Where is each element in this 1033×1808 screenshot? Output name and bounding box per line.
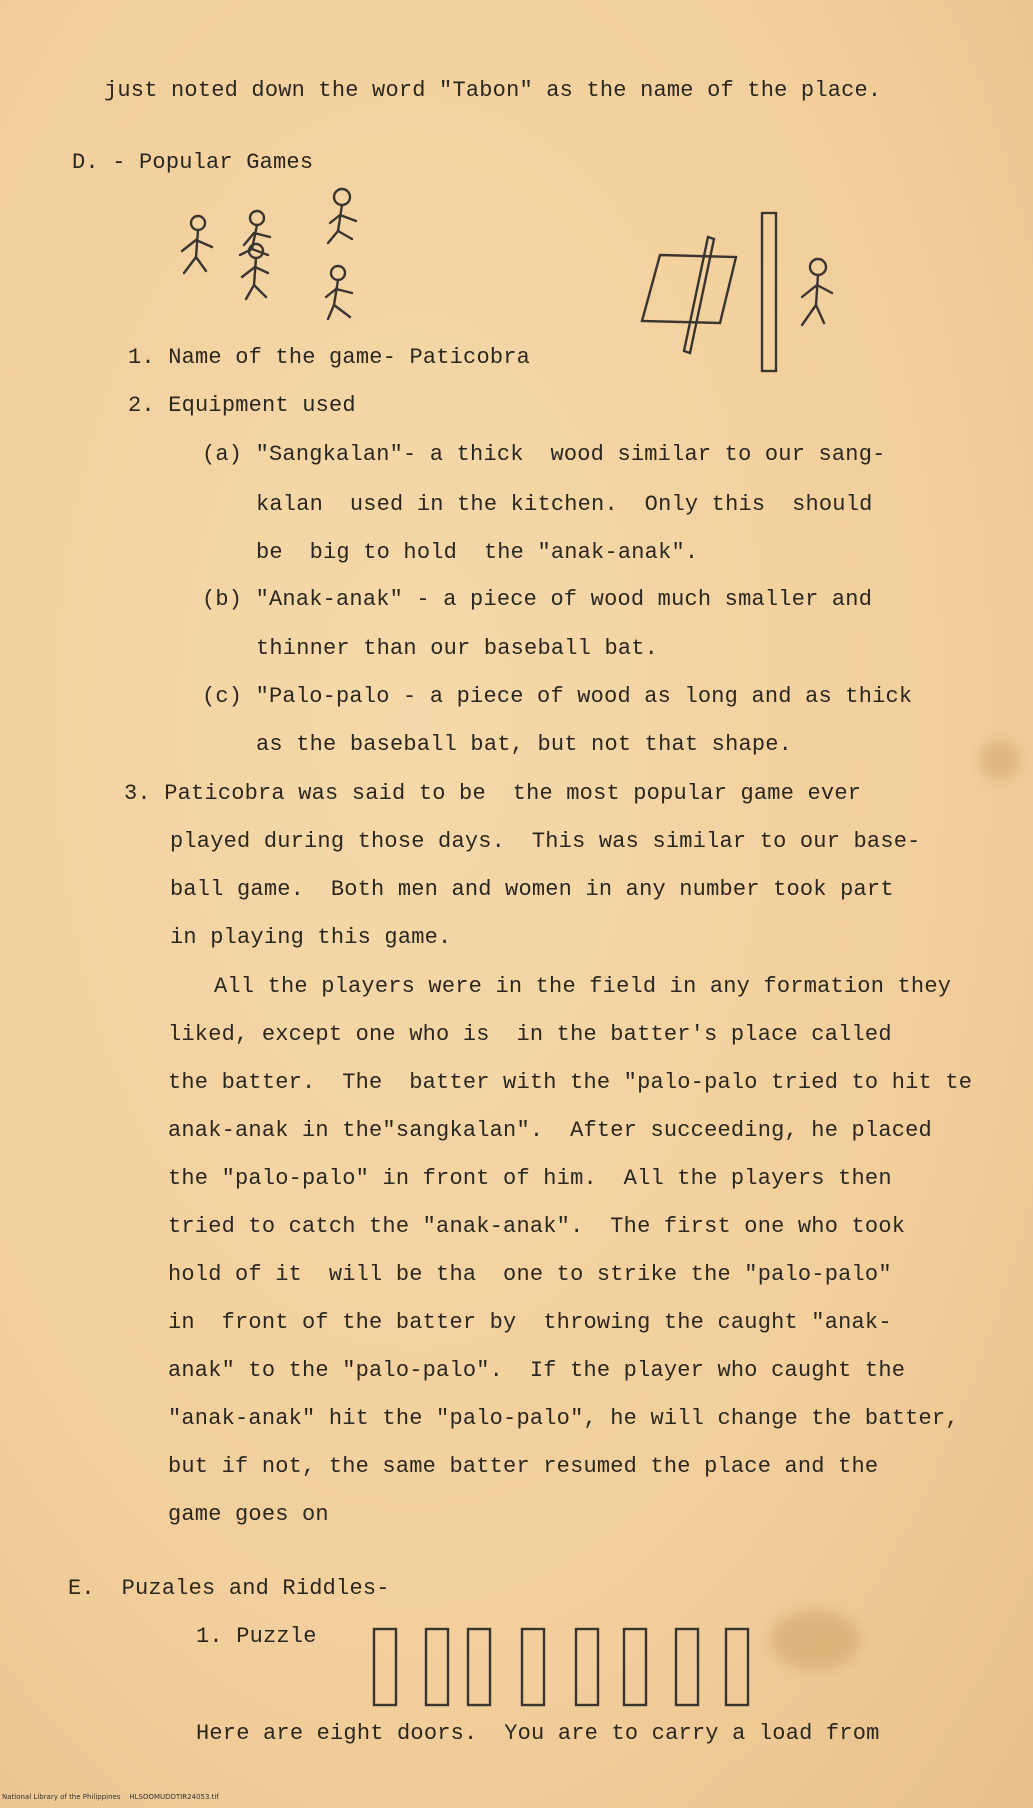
door — [374, 1629, 396, 1705]
section-heading: D. - Popular Games — [72, 150, 314, 175]
list-item: 1. Name of the game- Paticobra — [128, 345, 531, 370]
text-line: be big to hold the "anak-anak". — [256, 540, 699, 565]
text-line: anak-anak in the"sangkalan". After succeeding, he placed — [168, 1118, 932, 1143]
paper-stain — [980, 740, 1020, 780]
list-item: 1. Puzzle — [196, 1624, 317, 1649]
text-line: thinner than our baseball bat. — [256, 636, 659, 661]
player-figure — [240, 211, 270, 255]
text-line: kalan used in the kitchen. Only this should — [256, 492, 873, 517]
text-line: All the players were in the field in any formation they — [214, 974, 952, 999]
sub-item: (a) "Sangkalan"- a thick wood similar to our sang- — [202, 442, 886, 467]
eight-doors-illustration — [370, 1625, 770, 1715]
player-figure — [182, 216, 212, 273]
batter-figure — [802, 259, 832, 325]
archive-footer: National Library of the Philippines HLSOOMUDDTIR24053.tif — [2, 1793, 219, 1801]
text-line: the "palo-palo" in front of him. All the players then — [168, 1166, 892, 1191]
player-figure — [326, 266, 352, 319]
text-line: anak" to the "palo-palo". If the player who caught the — [168, 1358, 906, 1383]
text-line: played during those days. This was similar to our base- — [170, 829, 921, 854]
text-line: in front of the batter by throwing the caught "anak- — [168, 1310, 892, 1335]
door — [726, 1629, 748, 1705]
text-line: liked, except one who is in the batter's place called — [168, 1022, 892, 1047]
paper-stain — [770, 1610, 860, 1670]
text-line: in playing this game. — [170, 925, 452, 950]
door — [426, 1629, 448, 1705]
text-line: "anak-anak" hit the "palo-palo", he will change the batter, — [168, 1406, 959, 1431]
sub-item: (c) "Palo-palo - a piece of wood as long and as thick — [202, 684, 913, 709]
text-line: game goes on — [168, 1502, 329, 1527]
anak-anak-stick — [684, 237, 714, 353]
door — [676, 1629, 698, 1705]
list-item: 2. Equipment used — [128, 393, 356, 418]
text-line: the batter. The batter with the "palo-palo tried to hit te — [168, 1070, 973, 1095]
text-line: hold of it will be tha one to strike the "palo-palo" — [168, 1262, 892, 1287]
door — [522, 1629, 544, 1705]
players-illustration — [170, 185, 400, 345]
section-heading: E. Puzales and Riddles- — [68, 1576, 390, 1601]
text-line: ball game. Both men and women in any number took part — [170, 877, 894, 902]
sub-item: (b) "Anak-anak" - a piece of wood much smaller and — [202, 587, 873, 612]
text-line: as the baseball bat, but not that shape. — [256, 732, 793, 757]
door — [468, 1629, 490, 1705]
palo-palo-post — [762, 213, 776, 371]
list-item: 3. Paticobra was said to be the most popular game ever — [124, 781, 862, 806]
text-line: Here are eight doors. You are to carry a load from — [196, 1721, 880, 1746]
sangkalan-board — [642, 255, 736, 323]
text-line: just noted down the word "Tabon" as the name of the place. — [104, 78, 882, 103]
player-figure — [328, 189, 356, 243]
door — [624, 1629, 646, 1705]
equipment-illustration — [640, 205, 840, 365]
door — [576, 1629, 598, 1705]
text-line: but if not, the same batter resumed the place and the — [168, 1454, 879, 1479]
text-line: tried to catch the "anak-anak". The first one who took — [168, 1214, 906, 1239]
